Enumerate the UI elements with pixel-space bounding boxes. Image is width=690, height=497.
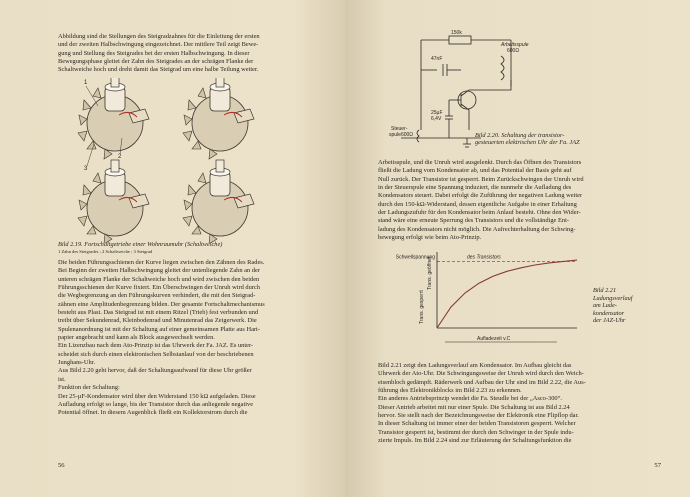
label-arbeitsspule: Arbeitsspule	[501, 42, 529, 48]
text-line: Ein anderes Antriebsprinzip wendet die Fa. Steudle bei der „Asco-300“.	[378, 395, 563, 403]
body-paragraphs	[58, 259, 316, 418]
text-line: gesteuerten elektrischen Uhr der Fa. JAZ	[475, 139, 580, 147]
mechanism-top-right	[183, 78, 254, 159]
caption-2-20	[475, 132, 675, 147]
text-line: hervor. Sie stellt nach der Bezeichnungsweise der Elektronik eine Flipflop dar.	[378, 412, 579, 420]
label-6-4v: 6,4V	[431, 116, 442, 122]
text-line: der Ladungszufuhr für den Kondensator beim Anlauf besteht. Ohne den Wider-	[378, 209, 581, 217]
text-line: ladung des Kondensators nicht möglich. Die Aufrechterhaltung der Schwing-	[378, 225, 576, 233]
text-line: Bild 2.20. Schaltung der transistor-	[475, 132, 565, 139]
text-line: Bild 2.21 zeigt den Ladungsverlauf am Kondensator. Im Aufbau gleicht das	[378, 362, 572, 369]
text-line: Abbildung sind die Stellungen des Steigradzahnes für die Einleitung der ersten	[58, 33, 260, 40]
text-line: Aufladung erfolgt so lange, bis der Transistor durch das anliegende negative	[58, 400, 254, 408]
figure-label-3: 3	[84, 166, 88, 172]
label-steuer: Steuer-	[391, 126, 408, 132]
text-line: und der zweiten Halbschwingung eingezeichnet. Der mittlere Teil zeigt Bewe-	[58, 41, 259, 49]
text-line: durch den 150-kΩ-Widerstand, dessen eigentliche Aufgabe in einer Erhaltung	[378, 200, 577, 208]
label-150k: 150k	[451, 30, 462, 36]
text-line: scheidet sich durch einen elektronischen Selbstanlauf von der beschriebenen	[58, 350, 254, 358]
text-line: Arbeitsspule, und die Unruh wird ausgelenkt. Durch das Öffnen des Transistors	[378, 159, 582, 166]
text-line: kondensator	[593, 309, 625, 317]
text-line: fließt die Ladung vom Kondensator ab, und das Potential der Basis geht auf	[378, 167, 572, 175]
text-line: stand wäre eine erneute Sperrung des Transistors und die vollständige Ent-	[378, 217, 569, 225]
text-line: Ein Lizenzbau nach dem Ato-Prinzip ist das Uhrwerk der Fa. JAZ. Es unter-	[58, 342, 254, 350]
text-line: in der Steuerspule eine Spannung induziert, die nunmehr die Aufladung des	[378, 184, 572, 192]
mid-paragraph	[378, 159, 661, 242]
figure-label-2: 2	[118, 154, 122, 160]
label-arbeitsspule-val: 600Ω	[507, 48, 520, 54]
text-line: Dieser Antrieb arbeitet mit nur einer Spule. Die Schaltung ist aus Bild 2.24	[378, 403, 570, 411]
text-line: Bei Beginn der zweiten Halbschwingung gleitet der untenliegende Zahn an der	[58, 267, 260, 275]
page-number-left: 56	[58, 462, 65, 469]
text-line: Transistor gesperrt ist, bestimmt der durch den Schwinger in der Spule indu-	[378, 428, 574, 436]
text-line: papier angebracht und kann als Block ausgewechselt werden.	[58, 334, 215, 342]
page-number-right: 57	[654, 462, 661, 469]
intro-paragraph	[58, 33, 316, 75]
text-line: der JAZ-Uhr	[593, 317, 626, 325]
mechanism-bottom-left	[78, 160, 149, 243]
mechanism-bottom-right	[183, 160, 254, 243]
text-line: Die beiden Führungsschienen der Kurve liegen zwischen den Zähnen des Rades.	[58, 259, 265, 266]
text-line: zähnen eine Amplitudenbegrenzung bilden. Der gesamte Fortschaltmechanismus	[58, 300, 265, 308]
caption-2-19-legend: 1 Zahn des Steigrades ; 2 Schaltweiche ; 3 Steigrad	[58, 249, 153, 254]
label-25uf: 25µF	[431, 110, 443, 116]
figure-label-1: 1	[84, 80, 88, 86]
text-line: eisenbloch gedämpft. Räderwerk und Aufbau der Uhr sind im Bild 2.22, die Aus-	[378, 378, 586, 386]
text-line: Schaltweiche hoch und dreht damit das Steigrad um eine halbe Teilung weiter.	[58, 66, 259, 74]
text-line: die Wegbegrenzung an den Führungskurven verhindert, die mit den Steigrad-	[58, 292, 256, 300]
text-line: Uhrwerk der Ato-Uhr. Die Schwingungsweise der Unruh wird durch den Weich-	[378, 370, 584, 378]
text-line: zierte Impuls. Im Bild 2.24 sind zur Erläuterung der Schaltungsfunktion die	[378, 437, 572, 445]
caption-2-21	[593, 287, 663, 325]
text-line: Spulenanordnung ist mit der Schaltung auf einer gemeinsamen Platte aus Hart-	[58, 325, 260, 333]
label-x-axis: Aufladezeit v.C	[477, 336, 511, 342]
text-line: Aus Bild 2.20 geht hervor, daß der Schaltungsaufwand für diese Uhr größer	[58, 367, 252, 375]
series-line	[437, 260, 577, 328]
text-line: bewegung erfolgt wie beim Ato-Prinzip.	[378, 234, 482, 242]
label-steuerspule: spule600Ω	[389, 132, 414, 138]
text-line: Potential öffnet. In diesem Augenblick fließt ein Kollektorstrom durch die	[58, 409, 248, 417]
text-line: Null zurück. Der Transistor ist gesperrt. Beim Zurückschwingen der Unruh wird	[378, 175, 584, 183]
text-line: ist.	[58, 375, 66, 383]
text-line: Funktion der Schaltung:	[58, 384, 120, 392]
text-line: Der 25-µF-Kondensator wird über den Widerstand 150 kΩ aufgeladen. Diese	[58, 392, 256, 400]
text-line: besteht aus Plast. Das Steigrad ist mit einem Ritzel (Trieb) fest verbunden und	[58, 309, 259, 317]
text-line: führung des Elektronikblocks im Bild 2.23 zu erkennen.	[378, 387, 522, 395]
bottom-paragraph	[378, 362, 661, 445]
caption-2-19: Bild 2.19. Fortschaltgetriebe einer Wohnraumuhr (Schaltweiche)	[58, 241, 223, 248]
label-schwellspannung: Schwellspannung	[395, 254, 435, 261]
label-trans-open: Trans. geöffnet	[427, 256, 433, 290]
text-line: gung und Stellung des Steigrades bei der ersten Halbschwingung. In dieser	[58, 49, 250, 57]
text-line: unteren schrägen Flanke der Schaltweiche hoch und wird zwischen den beiden	[58, 275, 260, 283]
text-line: Führungsschienen der Kurve fixiert. Ein Überschwingen der Unruh wird durch	[58, 284, 260, 292]
figure-2-19	[60, 78, 320, 243]
text-line: am Lade-	[593, 302, 617, 310]
label-trans-closed: Trans. gesperrt	[419, 290, 425, 324]
label-47nf: 47nF	[431, 56, 443, 62]
text-line: Bewegungsphase gleitet der Zahn des Steigrades an der schrägen Flanke der	[58, 58, 254, 66]
text-line: Kondensators steuert. Dabei erfolgt die Zuführung der negativen Ladung weiter	[378, 192, 583, 200]
right-page	[345, 0, 690, 497]
text-line: Bild 2.21	[593, 287, 617, 294]
chart-2-21	[387, 240, 587, 352]
text-line: Junghans-Uhr.	[58, 359, 96, 367]
text-line: Ladungsverlauf	[593, 294, 633, 302]
text-line: In dieser Schaltung ist immer einer der beiden Transistoren gesperrt. Welcher	[378, 420, 576, 428]
text-line: treibt über Sekundenrad, Kleinbodenrad und Minutenrad das Zeigerwerk. Die	[58, 317, 257, 325]
label-des-transistors: des Transistors	[467, 254, 501, 261]
